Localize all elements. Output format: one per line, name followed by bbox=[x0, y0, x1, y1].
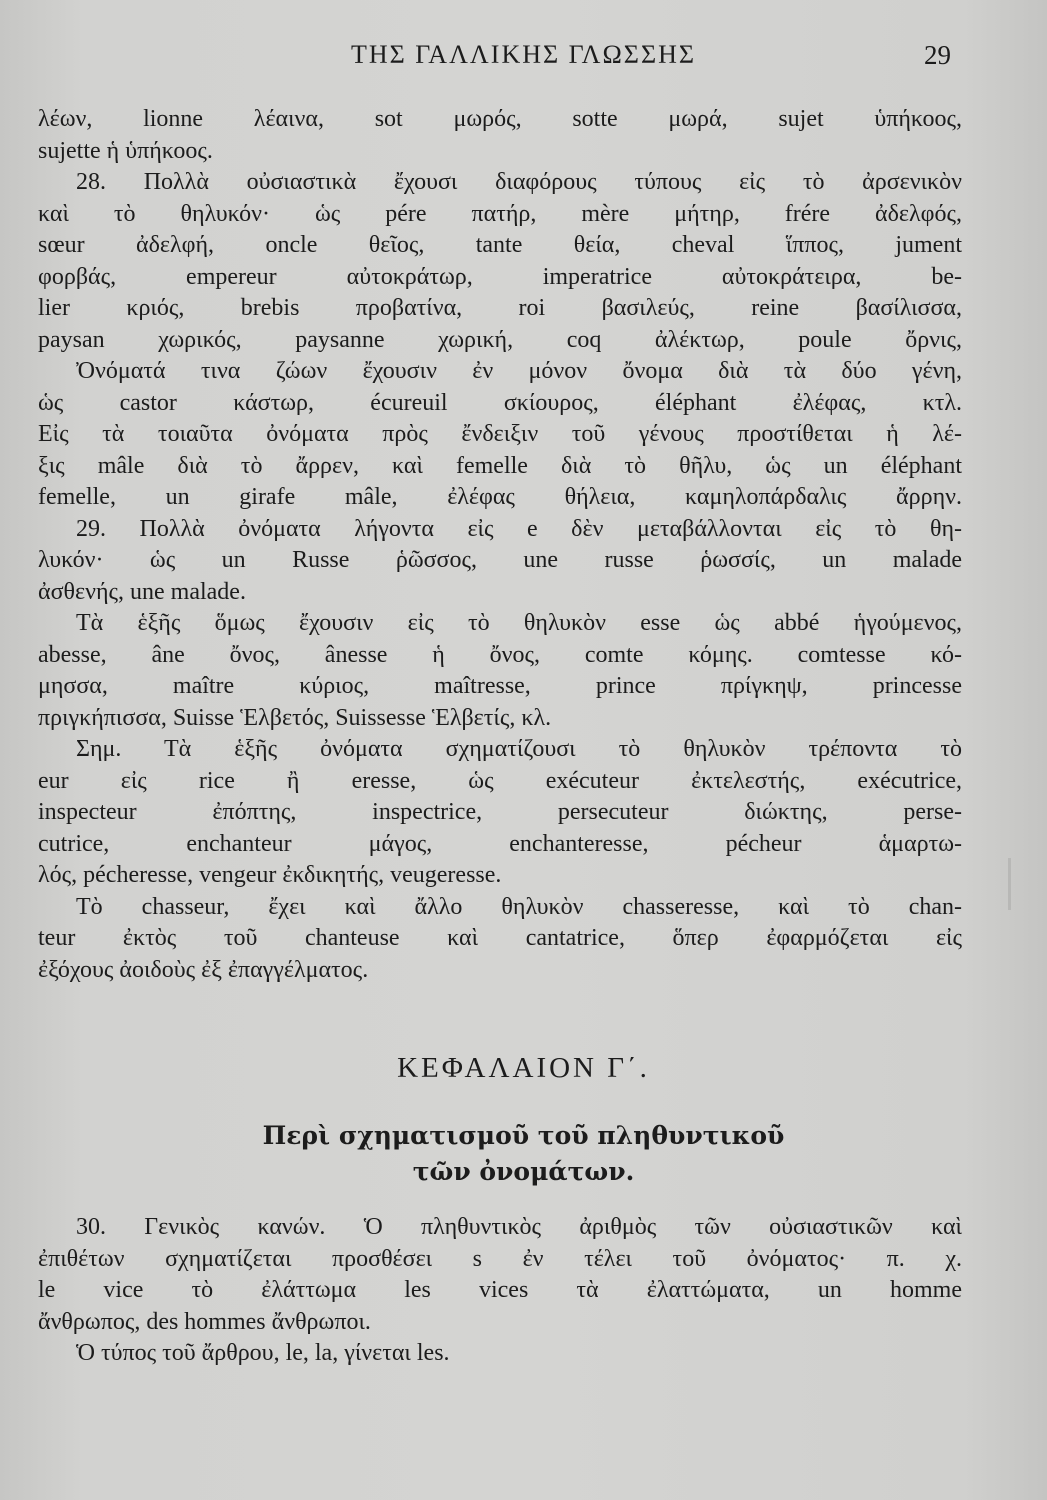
text-line: ὡς castor κάστωρ, écureuil σκίουρος, éléphant ἐλέφας, κτλ. bbox=[38, 389, 962, 416]
text-line: ἀσθενής, une malade. bbox=[38, 578, 246, 605]
scan-artifact bbox=[1008, 858, 1011, 910]
text-line: Τὸ chasseur, ἔχει καὶ ἄλλο θηλυκὸν chasseresse, καὶ τὸ chan- bbox=[76, 893, 962, 920]
running-title: ΤΗΣ ΓΑΛΛΙΚΗΣ ΓΛΩΣΣΗΣ bbox=[351, 40, 696, 69]
text-line: Εἰς τὰ τοιαῦτα ὀνόματα πρὸς ἔνδειξιν τοῦ γένους προστίθεται ἡ λέ- bbox=[38, 421, 962, 447]
section-title bbox=[0, 1118, 1047, 1190]
text-line: lier κριός, brebis προβατίνα, roi βασιλεύς, reine βασίλισσα, bbox=[38, 295, 962, 321]
section-title-line: τῶν ὀνομάτων. bbox=[412, 1157, 635, 1186]
text-line: paysan χωρικός, paysanne χωρική, coq ἀλέκτωρ, poule ὄρνις, bbox=[38, 326, 962, 353]
text-line: ἐξόχους ἀοιδοὺς ἐξ ἐπαγγέλματος. bbox=[38, 956, 369, 983]
text-line: 28. Πολλὰ οὐσιαστικὰ ἔχουσι διαφόρους τύπους εἰς τὸ ἀρσενικὸν bbox=[76, 169, 962, 195]
main-text bbox=[38, 104, 962, 986]
text-line: ἄνθρωπος, des hommes ἄνθρωποι. bbox=[38, 1308, 371, 1335]
chapter-title: ΚΕΦΑΛΑΙΟΝ Γ΄. bbox=[397, 1052, 650, 1084]
text-line: μησσα, maître κύριος, maîtresse, prince πρίγκηψ, princesse bbox=[38, 673, 962, 699]
text-line: Σημ. Τὰ ἑξῆς ὀνόματα σχηματίζουσι τὸ θηλυκὸν τρέποντα τὸ bbox=[76, 736, 962, 762]
text-line: πριγκήπισσα, Suisse Ἑλβετός, Suissesse Ἑλβετίς, κλ. bbox=[38, 704, 552, 731]
text-line: λέων, lionne λέαινα, sot μωρός, sotte μωρά, sujet ὑπήκοος, bbox=[38, 106, 962, 132]
text-line: sœur ἀδελφή, oncle θεῖος, tante θεία, cheval ἵππος, jument bbox=[38, 232, 962, 258]
text-line: inspecteur ἐπόπτης, inspectrice, persecuteur διώκτης, perse- bbox=[38, 799, 962, 825]
page-header bbox=[0, 40, 1047, 80]
text-line: le vice τὸ ἐλάττωμα les vices τὰ ἐλαττώματα, un homme bbox=[38, 1277, 962, 1303]
text-line: ξις mâle διὰ τὸ ἄρρεν, καὶ femelle διὰ τὸ θῆλυ, ὡς un éléphant bbox=[38, 452, 962, 479]
text-line: Τὰ ἑξῆς ὅμως ἔχουσιν εἰς τὸ θηλυκὸν esse ὡς abbé ἡγούμενος, bbox=[76, 610, 962, 636]
text-line: teur ἐκτὸς τοῦ chanteuse καὶ cantatrice, ὅπερ ἐφαρμόζεται εἰς bbox=[38, 925, 962, 951]
page-number: 29 bbox=[924, 40, 951, 70]
text-line: λυκόν· ὡς un Russe ῥῶσσος, une russe ῥωσσίς, un malade bbox=[38, 547, 962, 573]
text-line: λός, pécheresse, vengeur ἐκδικητής, veugeresse. bbox=[38, 862, 502, 888]
text-line: sujette ἡ ὑπήκοος. bbox=[38, 137, 213, 164]
text-line: femelle, un girafe mâle, ἐλέφας θήλεια, καμηλοπάρδαλις ἄρρην. bbox=[38, 484, 962, 510]
section-title-line: Περὶ σχηματισμοῦ τοῦ πληθυντικοῦ bbox=[262, 1121, 785, 1150]
text-line: καὶ τὸ θηλυκόν· ὡς pére πατήρ, mère μήτηρ, frére ἀδελφός, bbox=[38, 200, 962, 227]
text-line: eur εἰς rice ἢ eresse, ὡς exécuteur ἐκτελεστής, exécutrice, bbox=[38, 767, 962, 794]
text-line: 30. Γενικὸς κανών. Ὁ πληθυντικὸς ἀριθμὸς τῶν οὐσιαστικῶν καὶ bbox=[76, 1214, 962, 1240]
text-line: φορβάς, empereur αὐτοκράτωρ, imperatrice αὐτοκράτειρα, be- bbox=[38, 263, 962, 290]
text-line: Ὁ τύπος τοῦ ἄρθρου, le, la, γίνεται les. bbox=[76, 1340, 450, 1366]
rule-paragraph bbox=[38, 1212, 962, 1370]
text-line: Ὀνόματά τινα ζώων ἔχουσιν ἐν μόνον ὄνομα διὰ τὰ δύο γένη, bbox=[76, 358, 962, 384]
text-line: abesse, âne ὄνος, ânesse ἡ ὄνος, comte κόμης. comtesse κό- bbox=[38, 641, 962, 668]
text-line: ἐπιθέτων σχηματίζεται προσθέσει s ἐν τέλει τοῦ ὀνόματος· π. χ. bbox=[38, 1245, 962, 1272]
text-line: 29. Πολλὰ ὀνόματα λήγοντα εἰς e δὲν μεταβάλλονται εἰς τὸ θη- bbox=[76, 515, 962, 542]
text-line: cutrice, enchanteur μάγος, enchanteresse, pécheur ἁμαρτω- bbox=[38, 830, 962, 857]
